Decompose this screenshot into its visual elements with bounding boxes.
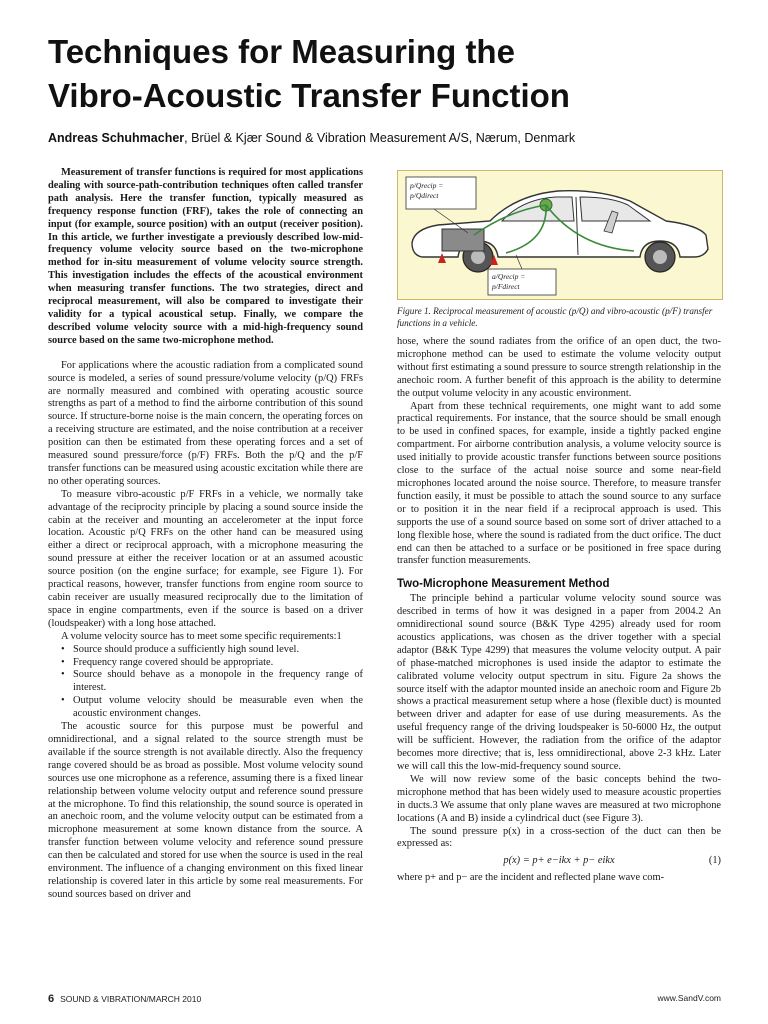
footer-url[interactable]: www.SandV.com xyxy=(657,993,721,1003)
section-heading: Two-Microphone Measurement Method xyxy=(397,578,610,591)
paragraph: The principle behind a particular volume velocity sound source was described in terms of how it was designed in a paper from 2004.2 An omnidirectional sound source (B&K Type 4295) already used for room acoustics applications, was chosen as the driver together with a special adaptor (B&K Type 4299) that measures the volume velocity output. A pair of phase-matched microphones is used inside the adaptor to estimate the calibrated volume velocity output spectrum in situ. Figure 2a shows the source itself with the adaptor mounted inside an anechoic room and Figure 2b shows a practical measurement setup where a hose (flexible duct) is mounted between driver and adapter for ease of use during measurements. As the useful frequency range of the driving loudspeaker is 50-6000 Hz, the output will be sufficient. However, the radiation from the orifice of the adaptor becomes more directive; that is, less omnidirectional, above 2-3 kHz. Later we will call this the low-mid-frequency sound source. xyxy=(397,593,721,772)
author-name: Andreas Schuhmacher xyxy=(48,131,185,145)
paragraph: To measure vibro-acoustic p/F FRFs in a vehicle, we normally take advantage of the reciprocity principle by placing a sound source inside the cabin at the receiver and mounting an accelerometer at the input force location. Acoustic p/Q FRFs on the other hand can be measured using either a direct or reciprocal approach, with a microphone measuring the sound pressure at either the receiver location or at an assumed acoustic source position (on the engine surface; for example, see Figure 1). For practical reasons, however, transfer functions from engine room source to cabin receiver are usually measured reciprocally due to the limitation of space in engine compartments, even if the source is based on a driver (loudspeaker) with a long hose attached. xyxy=(48,488,363,629)
article-title xyxy=(48,30,728,118)
abstract-text: Measurement of transfer functions is required for most applications dealing with source-path-contribution techniques often called transfer path analysis. Here the transfer function, typically measured as frequency response function (FRF), takes the role of connecting an input (for example, source position) with an output (receiver position). In this article, we further investigate a previously described low-mid-frequency volume velocity source based on the two-microphone method for in-situ measurement of volume velocity source strength. This investigation includes the effects of the acoustical environment when measuring transfer functions. The two strategies, direct and reciprocal measurement, will also be compared to investigate their validity for a typical acoustical setup. Finally, we compare the described volume velocity source with a mid-high-frequency sound source based on the same two-microphone method. xyxy=(48,167,363,346)
abstract xyxy=(48,167,363,348)
figure-label-top: p/Qrecip = p/Qdirect xyxy=(410,181,444,200)
equation-text: p(x) = p+ e−ikx + p− eikx xyxy=(503,855,615,867)
paragraph: For applications where the acoustic radiation from a complicated sound source is modeled, a series of sound pressure/volume velocity (p/Q) FRFs are normally measured and combined with operating acoustic source strengths as part of a method to find the airborne contribution of this sound source. If structure-borne noise is the main concern, the operating forces on a receiving structure are estimated, and the noise contribution at a receiver position can then be estimated from these operating forces and a set of measured sound pressure/force (p/F) FRFs. Both the p/Q and the p/F transfer functions can be measured using acoustic excitation while there are no other operating sources. xyxy=(48,359,363,487)
figure-label-bottom: a/Qrecip = p/Fdirect xyxy=(492,272,526,291)
equation-number: (1) xyxy=(708,855,721,867)
author-affiliation: , Brüel & Kjær Sound & Vibration Measurement A/S, Nærum, Denmark xyxy=(184,131,576,145)
list-item: • Output volume velocity should be measurable even when the acoustic environment changes. xyxy=(61,695,363,721)
title-line-2: Vibro-Acoustic Transfer Function xyxy=(48,77,570,114)
left-column xyxy=(48,167,363,902)
paragraph: where p+ and p− are the incident and reflected plane wave com- xyxy=(397,872,665,884)
title-line-1: Techniques for Measuring the xyxy=(48,33,515,70)
paragraph: We will now review some of the basic concepts behind the two-microphone method that has been widely used to measure acoustic properties in ducts.3 We assume that only plane waves are measured at two microphone locations (A and B) inside a cylindrical duct (see Figure 3). xyxy=(397,773,721,824)
right-column xyxy=(397,336,721,885)
journal-name: SOUND & VIBRATION/MARCH 2010 xyxy=(60,994,202,1004)
paragraph: A volume velocity source has to meet some specific requirements:1 xyxy=(61,630,342,642)
equation-1 xyxy=(397,855,721,868)
figure-1 xyxy=(397,170,723,300)
paragraph: hose, where the sound radiates from the orifice of an open duct, the two-microphone method can be used to estimate the volume velocity output without first estimating a sound pressure to source strength relationship in the anechoic room. A further benefit of this approach is the ability to determine the output volume velocity in any acoustic environment. xyxy=(397,336,721,399)
author-line xyxy=(48,131,728,145)
requirements-list xyxy=(48,644,363,721)
list-item: • Source should produce a sufficiently high sound level. xyxy=(61,644,363,657)
list-item: • Frequency range covered should be appropriate. xyxy=(61,657,363,670)
paragraph: The sound pressure p(x) in a cross-section of the duct can then be expressed as: xyxy=(397,825,721,850)
paragraph: The acoustic source for this purpose must be powerful and omnidirectional, and a signal related to the source strength must be available if the source strength is not available directly. Also the frequency range covered should be as broad as possible. Most volume velocity sound sources use one microphone as a reference, assuming there is a fixed linear relationship between volume velocity output and reference sound pressure at the microphone. To find this relationship, the sound source is operated in an anechoic room, and the volume velocity output can be estimated from a microphone measurement at some known distance from the source. A transfer function between volume velocity and reference sound pressure can then be calculated and stored for use when the source is used in the real environment. The influence of a changing environment on this fixed linear relationship is covered later in this article by some real measurements. For sound sources based on driver and xyxy=(48,721,363,900)
footer-left xyxy=(48,993,201,1005)
paragraph: Apart from these technical requirements, one might want to add some practical requirements. For instance, that the source should be small enough to be used in confined spaces, for example, inside a tightly packed engine compartment. For airborne contribution analysis, a volume velocity source is used initially to provide acoustic transfer functions between source positions close to the surface of the actual noise source and some near-field microphones located around the noise source. Therefore, to measure transfer function easily, it must be possible to attach the sound source to any surface or to position it in the near field if a reciprocal approach is used. This supports the use of a sound source based on some sort of driver attached to a long flexible hose, where the sound is radiated from the duct orifice. The duct end can then be attached to a surface or be positioned in free space during transfer function measurements. xyxy=(397,400,721,567)
list-item: • Source should behave as a monopole in the frequency range of interest. xyxy=(61,669,363,695)
figure-caption: Figure 1. Reciprocal measurement of acoustic (p/Q) and vibro-acoustic (p/F) transfer functions in a vehicle. xyxy=(397,306,713,328)
page-number: 6 xyxy=(48,993,55,1005)
